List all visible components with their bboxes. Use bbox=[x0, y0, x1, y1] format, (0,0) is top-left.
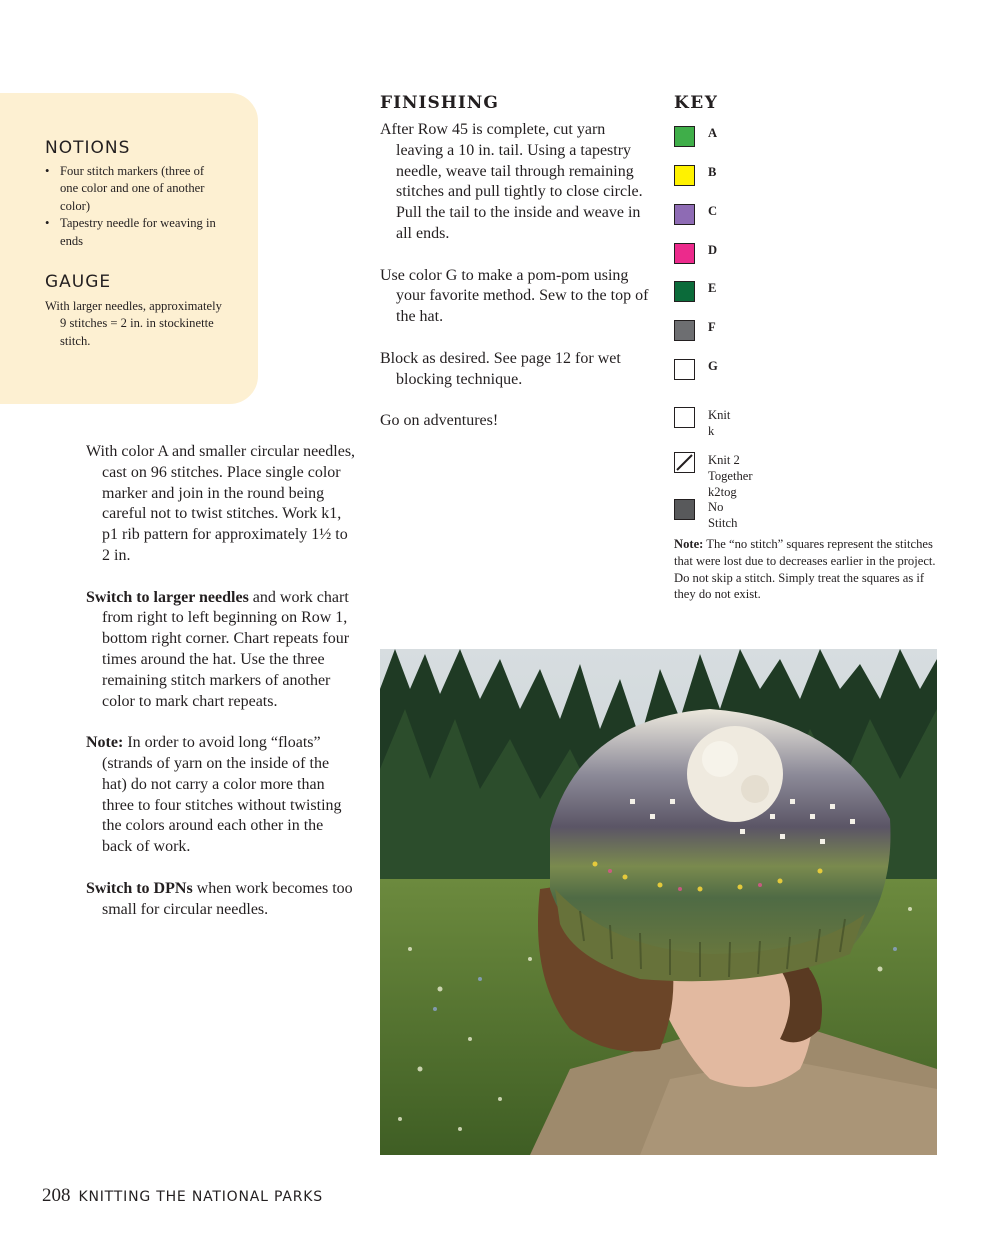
knit-label: Knit bbox=[708, 408, 731, 422]
page-number: 208 bbox=[42, 1185, 71, 1206]
instruction-bold: Note: bbox=[86, 734, 124, 752]
finishing-paragraph: Block as desired. See page 12 for wet blocking technique. bbox=[380, 349, 621, 388]
color-label: C bbox=[708, 204, 718, 218]
notions-item: • Four stitch markers (three of one color and one of another color) bbox=[45, 163, 225, 215]
color-label: B bbox=[708, 165, 717, 179]
no-stitch-square-icon bbox=[674, 499, 695, 520]
color-label: A bbox=[708, 126, 718, 140]
book-title: KNITTING THE NATIONAL PARKS bbox=[78, 1189, 323, 1205]
instruction-text: In order to avoid long “floats” (strands of yarn on the inside of the hat) do not carry a color more than three to four stitches without twisting the colors around each other in the back of work. bbox=[102, 734, 342, 856]
color-swatch bbox=[674, 243, 695, 264]
instruction-text: and work chart from right to left beginning on Row 1, bottom right corner. Chart repeats four times around the hat. Use the three remaining stitch markers of another color to mark chart repeats. bbox=[102, 588, 350, 710]
notions-heading: NOTIONS bbox=[45, 138, 131, 158]
key-note bbox=[674, 536, 939, 603]
finishing-heading: FINISHING bbox=[380, 93, 499, 113]
finishing-column bbox=[380, 92, 650, 453]
k2tog-slash-icon bbox=[674, 452, 695, 473]
gauge-heading: GAUGE bbox=[45, 272, 112, 292]
instruction-paragraph bbox=[86, 733, 356, 858]
notions-item: • Tapestry needle for weaving in ends bbox=[45, 215, 225, 250]
color-swatch bbox=[674, 126, 695, 147]
key-heading: KEY bbox=[674, 93, 719, 113]
instruction-bold: Switch to DPNs bbox=[86, 879, 193, 897]
k2tog-label-group bbox=[708, 452, 753, 500]
color-swatch bbox=[674, 204, 695, 225]
knit-abbr: k bbox=[708, 424, 715, 438]
finishing-paragraph: Go on adventures! bbox=[380, 412, 499, 430]
hat-photo bbox=[380, 649, 937, 1155]
color-swatch bbox=[674, 359, 695, 380]
instructions-column bbox=[86, 442, 356, 941]
instruction-text: when work becomes too small for circular needles. bbox=[102, 879, 353, 918]
instruction-paragraph bbox=[86, 879, 356, 921]
k2tog-label: Knit 2 Together bbox=[708, 453, 753, 483]
color-label: F bbox=[708, 320, 716, 334]
knit-label-group bbox=[708, 407, 730, 439]
page-footer bbox=[42, 1185, 323, 1211]
finishing-paragraph: After Row 45 is complete, cut yarn leaving a 10 in. tail. Using a tapestry needle, weave tail through remaining stitches and pull tightly to close circle. Pull the tail to the inside and weave in all ends. bbox=[380, 121, 643, 242]
hat-photo-illustration bbox=[380, 649, 937, 1155]
color-label: D bbox=[708, 243, 718, 257]
instruction-paragraph: With color A and smaller circular needles, cast on 96 stitches. Place single color marker and join in the round being careful not to twist stitches. Work k1, p1 rib pattern for approximately 1½ to 2 in. bbox=[86, 443, 356, 564]
color-swatch bbox=[674, 165, 695, 186]
color-swatch bbox=[674, 281, 695, 302]
color-label: G bbox=[708, 359, 718, 373]
knit-square-icon bbox=[674, 407, 695, 428]
key-note-text: The “no stitch” squares represent the stitches that were lost due to decreases earlier in the project. Do not skip a stitch. Simply treat the squares as if they do not exist. bbox=[674, 537, 936, 602]
color-label: E bbox=[708, 281, 717, 295]
finishing-paragraph: Use color G to make a pom-pom using your favorite method. Sew to the top of the hat. bbox=[380, 266, 649, 326]
chart-key bbox=[674, 92, 939, 602]
color-swatch bbox=[674, 320, 695, 341]
instruction-paragraph bbox=[86, 588, 356, 713]
gauge-text: With larger needles, approximately 9 stitches = 2 in. in stockinette stitch. bbox=[45, 299, 222, 348]
key-note-bold: Note: bbox=[674, 537, 704, 551]
k2tog-abbr: k2tog bbox=[708, 485, 737, 499]
instruction-bold: Switch to larger needles bbox=[86, 588, 249, 606]
no-stitch-label: No Stitch bbox=[708, 500, 738, 530]
notions-list bbox=[45, 163, 225, 250]
